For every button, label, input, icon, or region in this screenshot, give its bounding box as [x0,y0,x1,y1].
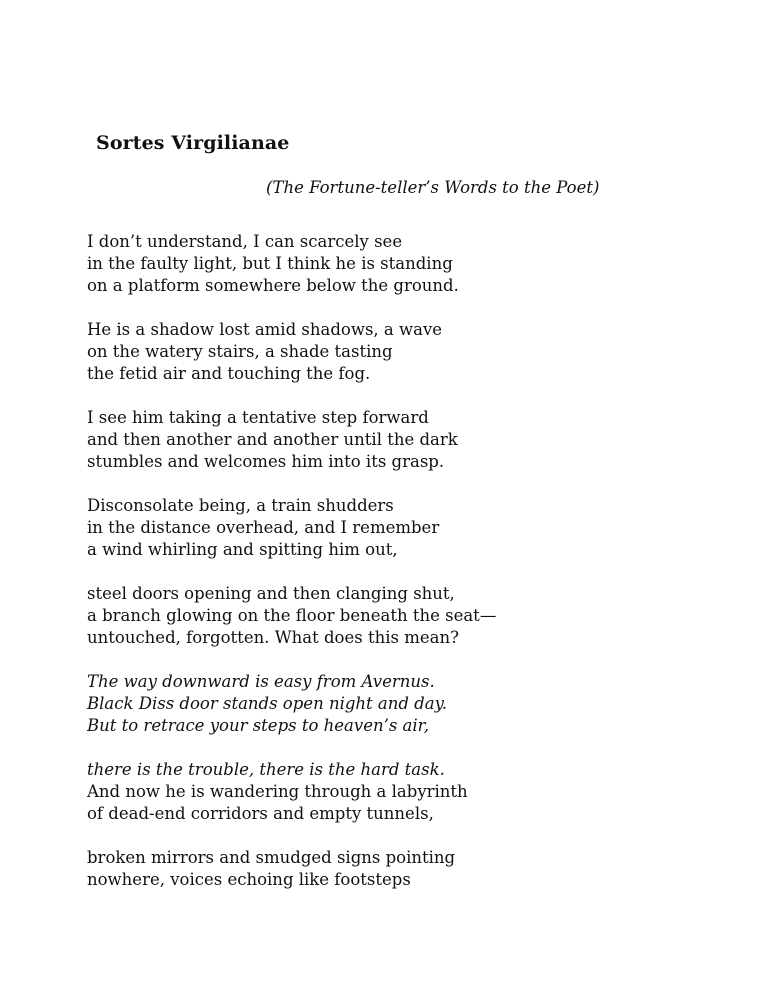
poem-title: Sortes Virgilianae [96,132,290,154]
stanza [87,231,727,297]
poem-line: a wind whirling and spitting him out, [87,540,398,559]
stanza [87,583,727,649]
poem-line: I see him taking a tentative step forward [87,408,429,427]
poem-line: He is a shadow lost amid shadows, a wave [87,320,443,339]
poem-line: on a platform somewhere below the ground. [87,276,459,295]
stanza [87,759,727,825]
poem-line: I don’t understand, I can scarcely see [87,232,403,251]
stanza [87,847,727,891]
poem-line: The way downward is easy from Avernus. [87,672,435,691]
poem-line: in the faulty light, but I think he is standing [87,254,453,273]
poem-line: in the distance overhead, and I remember [87,518,440,537]
poem-line: Black Diss door stands open night and day. [87,694,447,713]
poem-line: a branch glowing on the floor beneath the seat— [87,606,497,625]
stanza [87,319,727,385]
stanza [87,671,727,737]
poem-line: the fetid air and touching the fog. [87,364,371,383]
poem-line: Disconsolate being, a train shudders [87,496,394,515]
poem-line: and then another and another until the dark [87,430,458,449]
poem-line: broken mirrors and smudged signs pointing [87,848,456,867]
poem-line: And now he is wandering through a labyrinth [87,782,468,801]
stanza [87,495,727,561]
stanza [87,407,727,473]
poem-line: stumbles and welcomes him into its grasp. [87,452,445,471]
poem-line: of dead-end corridors and empty tunnels, [87,804,434,823]
poem-line: on the watery stairs, a shade tasting [87,342,393,361]
poem-line: untouched, forgotten. What does this mean? [87,628,459,647]
poem-subtitle: (The Fortune-teller’s Words to the Poet) [266,178,600,197]
poem-line: there is the trouble, there is the hard task. [87,760,445,779]
poem-line: But to retrace your steps to heaven’s air, [87,716,429,735]
poem-line: nowhere, voices echoing like footsteps [87,870,411,889]
poem-line: steel doors opening and then clanging shut, [87,584,455,603]
poem-body [87,231,727,913]
